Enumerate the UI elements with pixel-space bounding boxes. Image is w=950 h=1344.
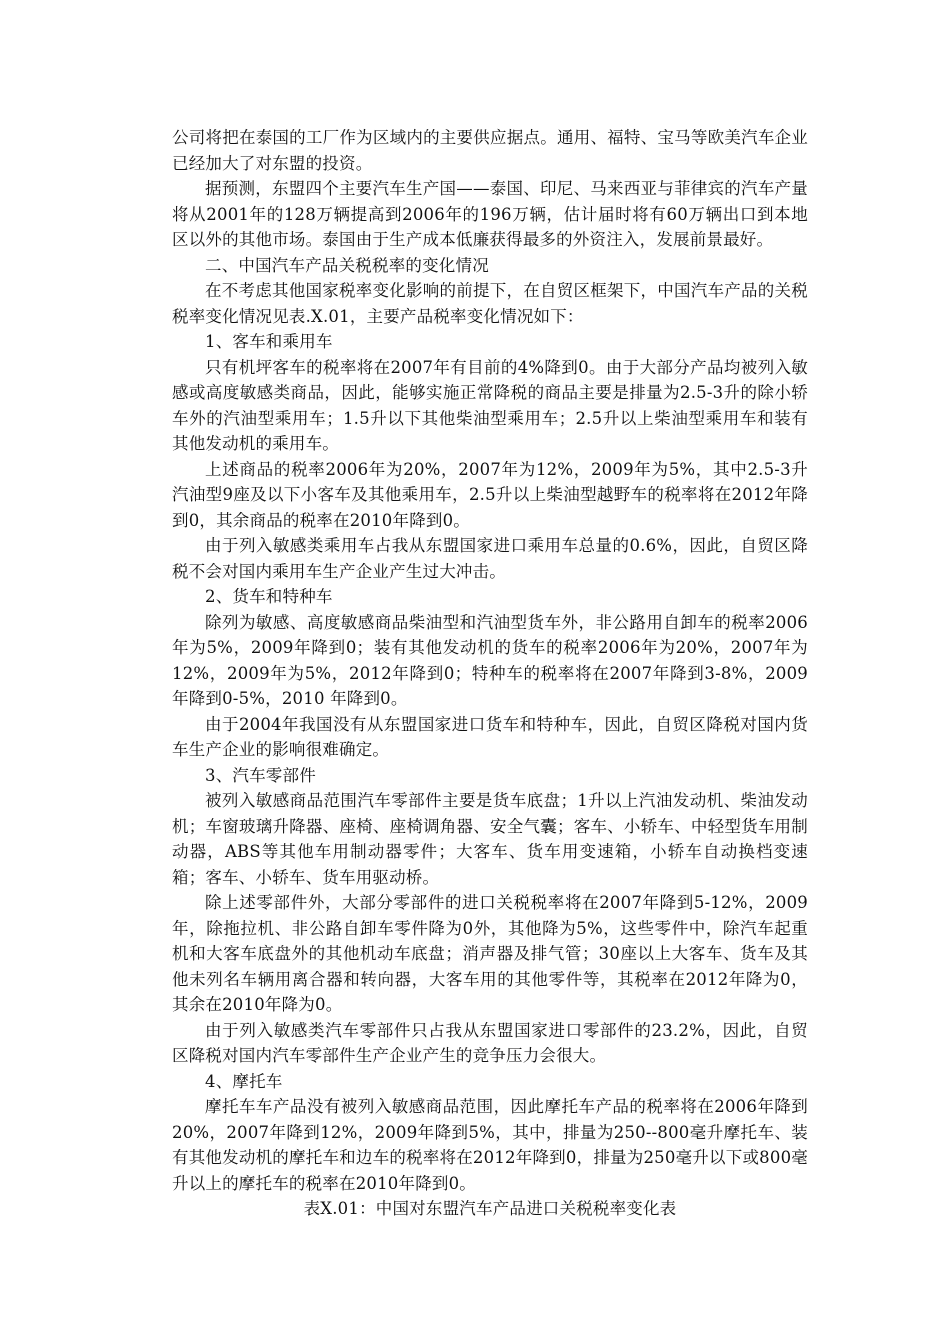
subheading-auto-parts: 3、汽车零部件: [205, 765, 316, 785]
table-caption: 表X.01：中国对东盟汽车产品进口关税税率变化表: [303, 1199, 677, 1218]
paragraph-auto-parts-3: 由于列入敏感类汽车零部件只占我从东盟国家进口零部件的23.2%，因此，自贸区降税对国内汽车零部件生产企业产生的竞争压力会很大。: [172, 1020, 808, 1065]
paragraph-auto-parts-2: 除上述零部件外，大部分零部件的进口关税税率将在2007年降到5-12%，2009年，除拖拉机、非公路自卸车零件降为0外，其他降为5%，这些零件中，除汽车起重机和大客车底盘外的其他机动车底盘；消声器及排气管；30座以上大客车、货车及其他未列名车辆用离合器和转向器，大客车用的其他零件等，其税率在2012年降为0，其余在2010年降为0。: [172, 893, 808, 1014]
paragraph-auto-parts-1: 被列入敏感商品范围汽车零部件主要是货车底盘；1升以上汽油发动机、柴油发动机；车窗玻璃升降器、座椅、座椅调角器、安全气囊；客车、小轿车、中轻型货车用制动器，ABS等其他车用制动器零件；大客车、货车用变速箱，小轿车自动换档变速箱；客车、小轿车、货车用驱动桥。: [172, 791, 808, 887]
subheading-passenger-cars: 1、客车和乘用车: [205, 332, 333, 351]
paragraph-tariff-overview: 在不考虑其他国家税率变化影响的前提下，在自贸区框架下，中国汽车产品的关税税率变化情况见表.X.01，主要产品税率变化情况如下：: [172, 281, 808, 326]
paragraph-forecast: 据预测，东盟四个主要汽车生产国——泰国、印尼、马来西亚与菲律宾的汽车产量将从2001年的128万辆提高到2006年的196万辆，估计届时将有60万辆出口到本地区以外的其他市场。泰国由于生产成本低廉获得最多的外资注入，发展前景最好。: [172, 179, 808, 249]
document-body: [172, 125, 808, 1222]
paragraph-passenger-cars-3: 由于列入敏感类乘用车占我从东盟国家进口乘用车总量的0.6%，因此，自贸区降税不会对国内乘用车生产企业产生过大冲击。: [172, 536, 808, 581]
paragraph-passenger-cars-1: 只有机坪客车的税率将在2007年有目前的4%降到0。由于大部分产品均被列入敏感或高度敏感类商品，因此，能够实施正常降税的商品主要是排量为2.5-3升的除小轿车外的汽油型乘用车；1.5升以下其他柴油型乘用车；2.5升以上柴油型乘用车和装有其他发动机的乘用车。: [172, 357, 808, 453]
subheading-motorcycles: 4、摩托车: [205, 1071, 283, 1091]
paragraph-trucks-1: 除列为敏感、高度敏感商品柴油型和汽油型货车外，非公路用自卸车的税率2006年为5%，2009年降到0；装有其他发动机的货车的税率2006年为20%，2007年为12%，2009年为5%，2012年降到0；特种车的税率将在2007年降到3-8%，2009年降到0-5%，2010 年降到0。: [172, 612, 808, 708]
section-heading-tariff-changes: 二、中国汽车产品关税税率的变化情况: [205, 255, 489, 275]
paragraph-passenger-cars-2: 上述商品的税率2006年为20%，2007年为12%，2009年为5%，其中2.5-3升汽油型9座及以下小客车及其他乘用车，2.5升以上柴油型越野车的税率将在2012年降到0，其余商品的税率在2010年降到0。: [172, 459, 808, 530]
paragraph-trucks-2: 由于2004年我国没有从东盟国家进口货车和特种车，因此，自贸区降税对国内货车生产企业的影响很难确定。: [172, 714, 808, 759]
paragraph-motorcycles: 摩托车车产品没有被列入敏感商品范围，因此摩托车产品的税率将在2006年降到20%，2007年降到12%，2009年降到5%，其中，排量为250--800毫升摩托车、装有其他发动机的摩托车和边车的税率将在2012年降到0，排量为250毫升以下或800毫升以上的摩托车的税率在2010年降到0。: [172, 1097, 808, 1193]
subheading-trucks: 2、货车和特种车: [205, 587, 333, 606]
paragraph-intro-continued: 公司将把在泰国的工厂作为区域内的主要供应据点。通用、福特、宝马等欧美汽车企业已经加大了对东盟的投资。: [172, 128, 808, 173]
